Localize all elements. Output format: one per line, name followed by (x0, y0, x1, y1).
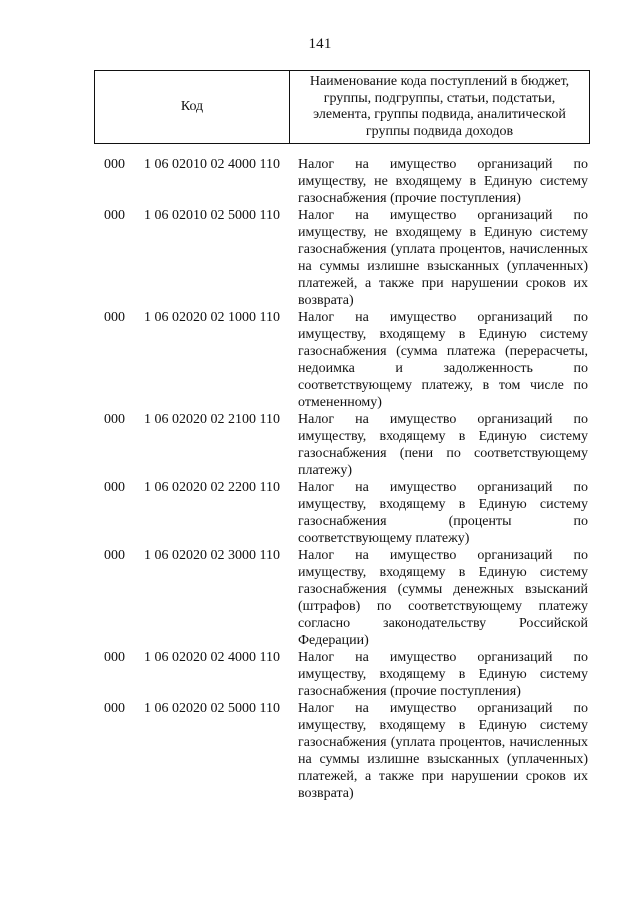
revenue-code-list (0, 156, 640, 802)
admin-code: 000 (104, 412, 125, 427)
table-header (94, 70, 590, 144)
revenue-code: 1 06 02020 02 1000 110 (144, 310, 280, 325)
table-row (0, 700, 640, 802)
header-name-cell (290, 71, 589, 143)
revenue-code: 1 06 02010 02 5000 110 (144, 208, 280, 223)
table-row (0, 309, 640, 411)
header-name-label: Наименование кода поступлений в бюджет, группы, подгруппы, статьи, подстатьи, элемента, группы подвида, аналитической группы подвида доходов (309, 74, 570, 139)
table-row (0, 547, 640, 649)
revenue-description: Налог на имущество организаций по имуществу, входящему в Единую систему газоснабжения (проценты по соответствующему платежу) (298, 480, 588, 546)
table-row (0, 649, 640, 700)
admin-code: 000 (104, 701, 125, 716)
admin-code: 000 (104, 208, 125, 223)
table-row (0, 156, 640, 207)
header-code-label: Код (180, 99, 204, 114)
revenue-description: Налог на имущество организаций по имуществу, входящему в Единую систему газоснабжения (суммы денежных взысканий (штрафов) по соответствующему платежу согласно законодательству Российской Федерации) (298, 548, 588, 648)
admin-code: 000 (104, 650, 125, 665)
revenue-code: 1 06 02020 02 4000 110 (144, 650, 280, 665)
revenue-code: 1 06 02020 02 5000 110 (144, 701, 280, 716)
page-number: 141 (308, 36, 332, 52)
revenue-description: Налог на имущество организаций по имуществу, не входящему в Единую систему газоснабжения (уплата процентов, начисленных на суммы излишне взысканных (уплаченных) платежей, а также при нарушении сроков их возврата) (298, 208, 588, 308)
admin-code: 000 (104, 548, 125, 563)
admin-code: 000 (104, 480, 125, 495)
revenue-code: 1 06 02020 02 2200 110 (144, 480, 280, 495)
table-row (0, 411, 640, 479)
table-row (0, 479, 640, 547)
revenue-code: 1 06 02020 02 2100 110 (144, 412, 280, 427)
table-row (0, 207, 640, 309)
revenue-description: Налог на имущество организаций по имуществу, входящему в Единую систему газоснабжения (прочие поступления) (298, 650, 588, 699)
admin-code: 000 (104, 310, 125, 325)
revenue-description: Налог на имущество организаций по имуществу, не входящему в Единую систему газоснабжения (прочие поступления) (298, 157, 588, 206)
revenue-description: Налог на имущество организаций по имуществу, входящему в Единую систему газоснабжения (пени по соответствующему платежу) (298, 412, 588, 478)
revenue-description: Налог на имущество организаций по имуществу, входящему в Единую систему газоснабжения (сумма платежа (перерасчеты, недоимка и задолженность по соответствующему платежу, в том числе по отмененному) (298, 310, 588, 410)
revenue-code: 1 06 02010 02 4000 110 (144, 157, 280, 172)
header-code-cell (95, 71, 290, 143)
admin-code: 000 (104, 157, 125, 172)
revenue-code: 1 06 02020 02 3000 110 (144, 548, 280, 563)
revenue-description: Налог на имущество организаций по имуществу, входящему в Единую систему газоснабжения (уплата процентов, начисленных на суммы излишне взысканных (уплаченных) платежей, а также при нарушении сроков их возврата) (298, 701, 588, 801)
